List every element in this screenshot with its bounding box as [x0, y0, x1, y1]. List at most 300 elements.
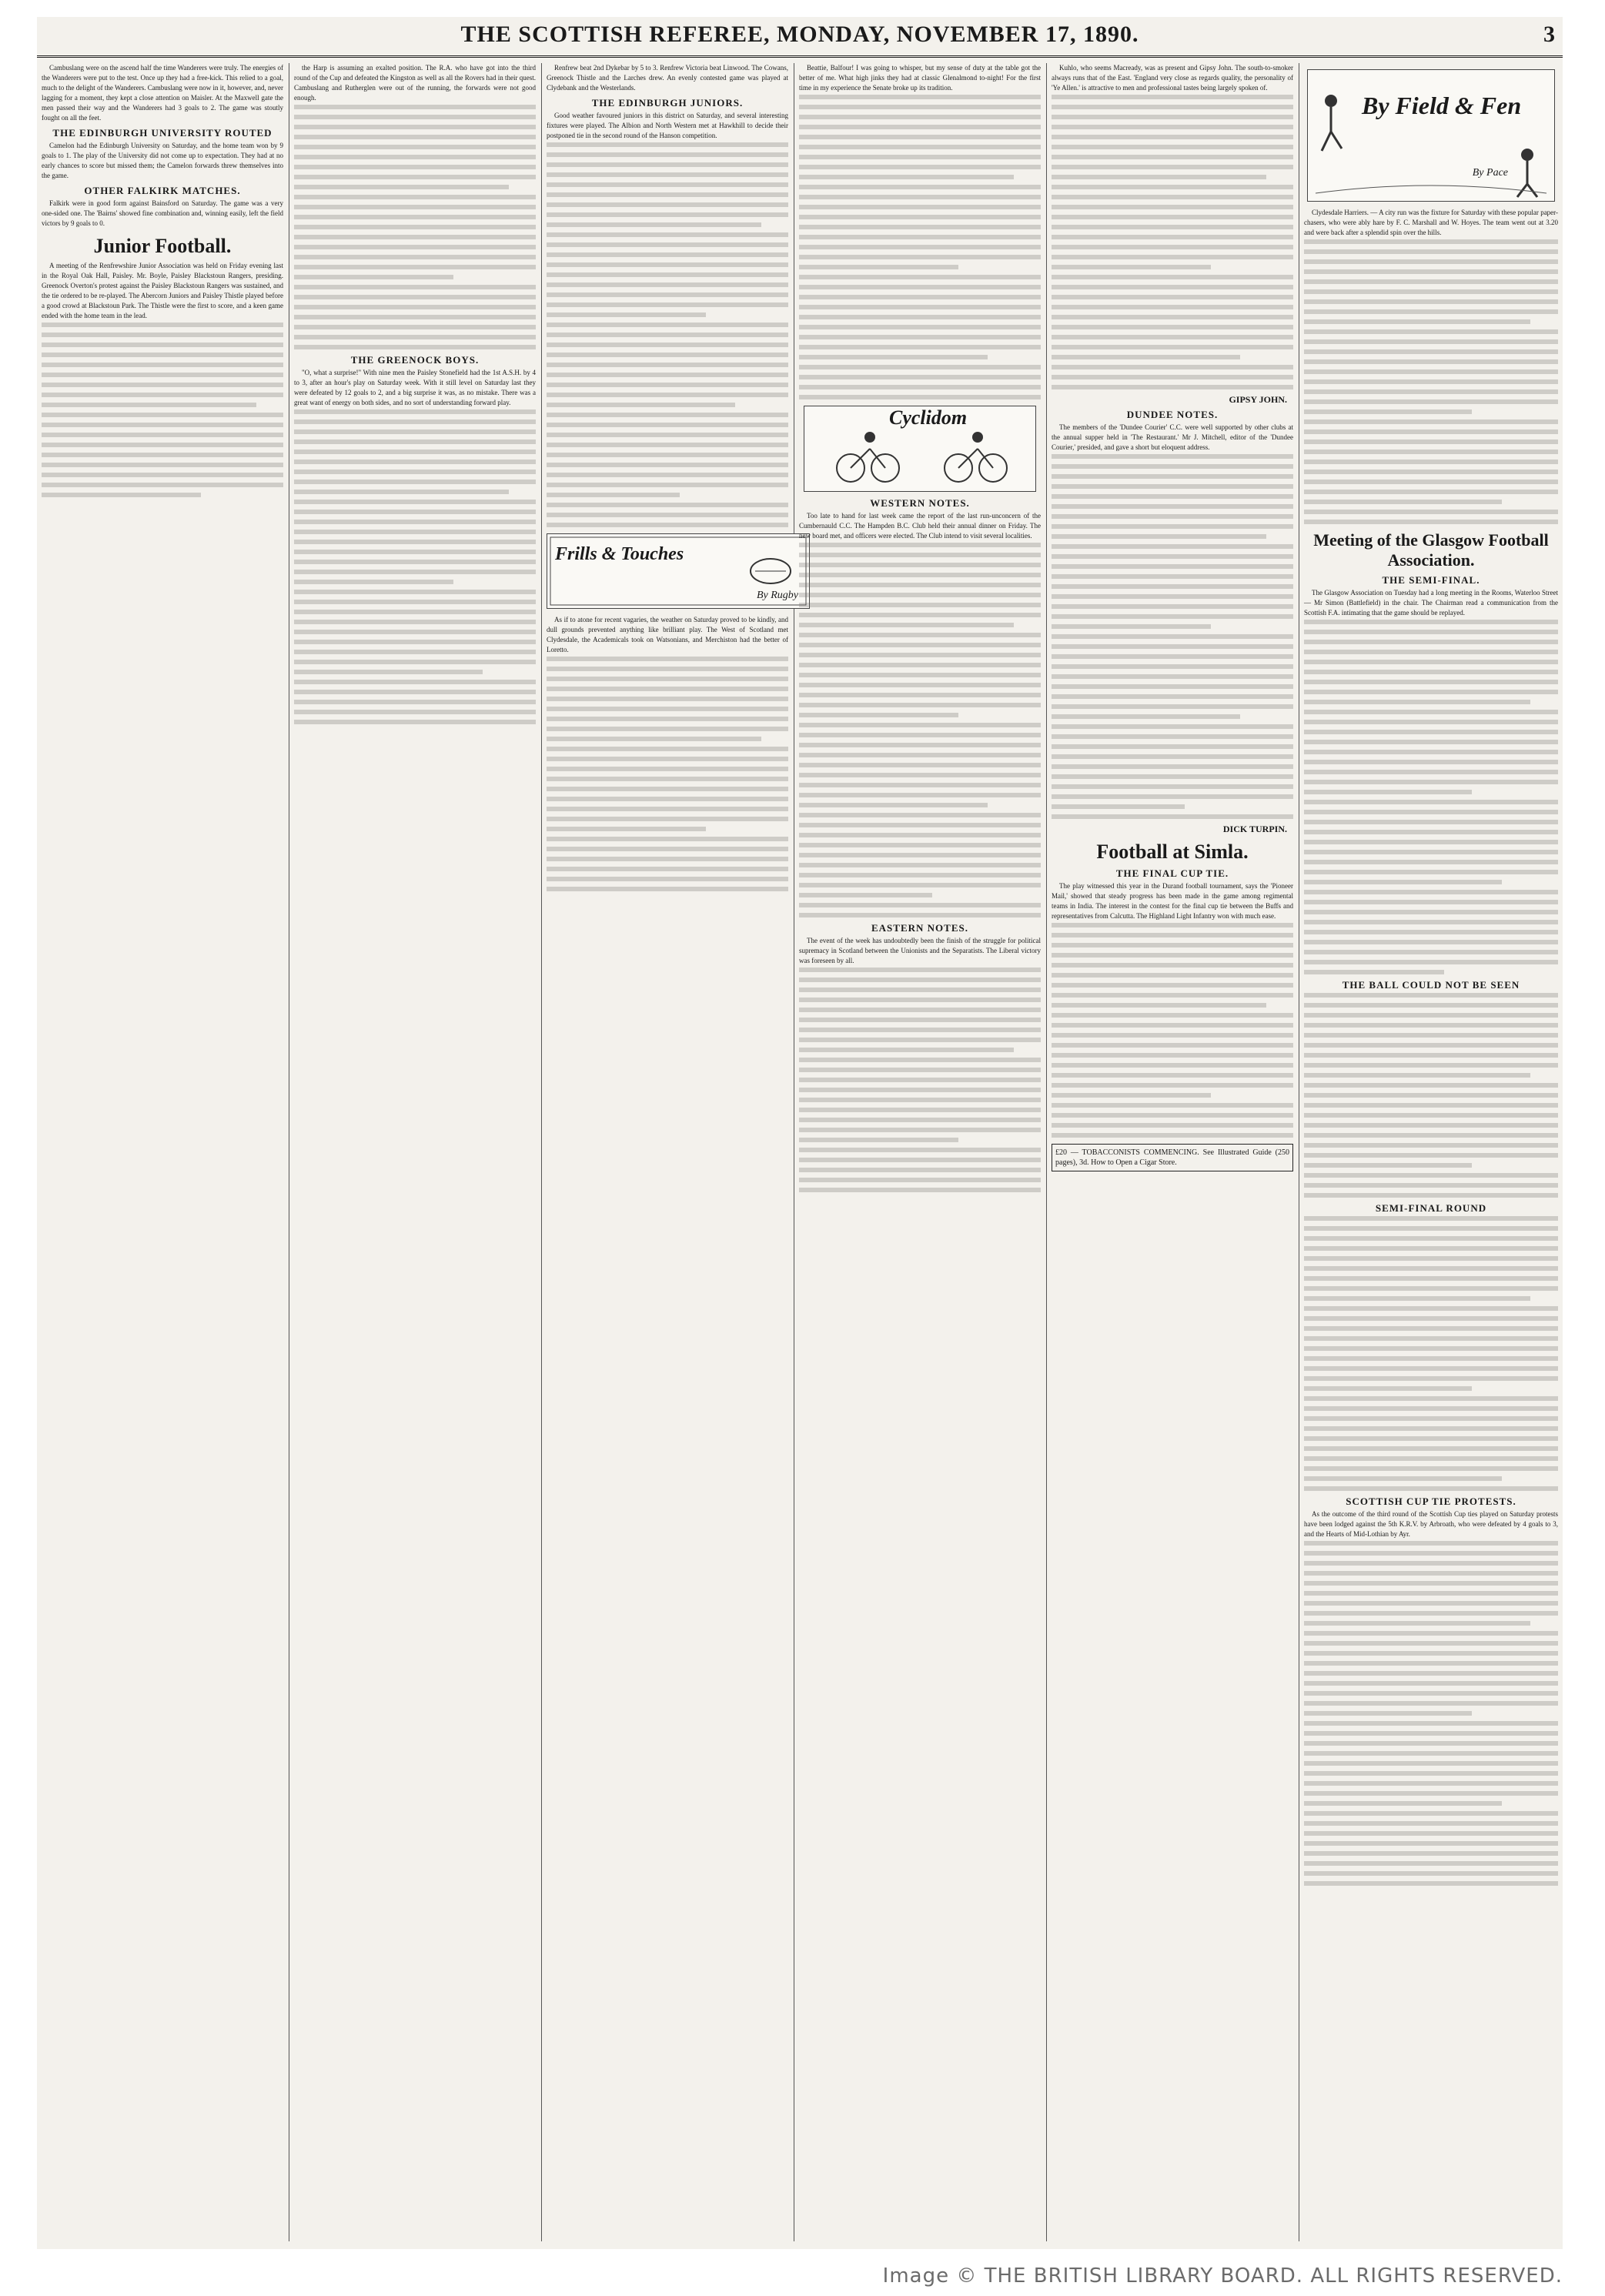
- text-line: [1052, 534, 1266, 539]
- article-text: Falkirk were in good form against Bainsford on Saturday. The game was a very one-sided one. The 'Bairns' showed fine combination and, winning easily, left the field victors by 9 goals to 0.: [42, 199, 283, 227]
- text-line: [1052, 1123, 1293, 1128]
- text-line: [42, 423, 283, 427]
- text-line: [1052, 95, 1293, 99]
- text-line: [1304, 1841, 1558, 1846]
- text-line: [1304, 1346, 1558, 1351]
- text-line: [1304, 630, 1558, 634]
- text-line: [799, 155, 1041, 159]
- text-line: [42, 463, 283, 467]
- text-line: [799, 1188, 1041, 1192]
- text-line: [1304, 1426, 1558, 1431]
- text-line: [42, 453, 283, 457]
- text-line: [547, 162, 788, 167]
- text-line: [547, 272, 788, 277]
- text-line: [42, 403, 256, 407]
- text-line: [1304, 1236, 1558, 1241]
- text-line: [294, 640, 536, 644]
- text-line: [799, 135, 1041, 139]
- by-field-and-fen-byline: By Pace: [1472, 167, 1508, 179]
- text-line: [1304, 1436, 1558, 1441]
- junior-football-heading: Junior Football.: [93, 235, 232, 257]
- text-line: [1304, 259, 1558, 264]
- text-line: [547, 282, 788, 287]
- text-line: [1052, 744, 1293, 749]
- text-line: [1304, 1881, 1558, 1886]
- text-line: [547, 333, 788, 337]
- text-line: [42, 493, 201, 497]
- text-line: [1052, 1073, 1293, 1078]
- text-line: [547, 262, 788, 267]
- text-line: [547, 292, 788, 297]
- text-line: [294, 195, 536, 199]
- article-text: "O, what a surprise!" With nine men the Paisley Stonefield had the 1st A.S.H. by 4 to 3, after an hour's play on Saturday week. With it still level on Saturday last they were defeated by 12 goals to 2, and a big surprise it was, as no mistake. There was a great want of energy on both sides, and no sort of understanding forward play.: [294, 369, 536, 406]
- text-line: [1052, 973, 1293, 978]
- text-line: [1052, 923, 1293, 927]
- column-rule: [1046, 63, 1047, 2241]
- text-line: [294, 690, 536, 694]
- text-line: [294, 620, 536, 624]
- text-line: [1304, 1651, 1558, 1656]
- text-line: [547, 182, 788, 187]
- text-line: [1052, 963, 1293, 968]
- section-subhead: THE EDINBURGH UNIVERSITY ROUTED: [52, 127, 273, 139]
- text-line: [1304, 830, 1558, 834]
- text-line: [547, 252, 788, 257]
- text-line: [1052, 195, 1293, 199]
- text-line: [1052, 464, 1293, 469]
- text-line: [1304, 1073, 1530, 1078]
- text-line: [1304, 1336, 1558, 1341]
- text-line: [294, 560, 536, 564]
- text-line: [1052, 953, 1293, 958]
- text-line: [1304, 439, 1558, 444]
- text-line: [1304, 289, 1558, 294]
- text-line: [1304, 780, 1558, 784]
- text-line: [1304, 910, 1558, 914]
- text-line: [799, 1078, 1041, 1082]
- text-line: [799, 375, 1041, 379]
- text-line: [294, 335, 536, 339]
- text-line: [1304, 389, 1558, 394]
- body-text-block: [1304, 620, 1558, 974]
- text-line: [1304, 690, 1558, 694]
- text-line: [1304, 810, 1558, 814]
- text-line: [1052, 684, 1293, 689]
- text-line: [799, 325, 1041, 329]
- text-line: [799, 998, 1041, 1002]
- text-line: [1304, 993, 1558, 998]
- text-line: [547, 232, 788, 237]
- text-line: [547, 493, 680, 497]
- text-line: [42, 343, 283, 347]
- by-field-and-fen-title: By Field & Fen: [1362, 92, 1522, 119]
- text-line: [294, 710, 536, 714]
- text-line: [1052, 614, 1293, 619]
- section-subhead: THE SEMI-FINAL.: [1382, 574, 1480, 586]
- text-line: [1052, 275, 1293, 279]
- text-line: [1304, 1821, 1558, 1826]
- text-line: [294, 480, 536, 484]
- text-line: [547, 393, 788, 397]
- text-line: [1304, 349, 1558, 354]
- text-line: [294, 205, 536, 209]
- text-line: [799, 165, 1041, 169]
- text-line: [1304, 760, 1558, 764]
- text-line: [1052, 1093, 1211, 1098]
- text-line: [1052, 1013, 1293, 1018]
- text-line: [799, 305, 1041, 309]
- text-line: [799, 95, 1041, 99]
- text-line: [1304, 1366, 1558, 1371]
- text-line: [547, 657, 788, 661]
- text-line: [1052, 175, 1266, 179]
- text-line: [1052, 734, 1293, 739]
- text-line: [547, 453, 788, 457]
- text-line: [799, 295, 1041, 299]
- section-subhead: THE BALL COULD NOT BE SEEN: [1342, 979, 1520, 991]
- text-line: [294, 510, 536, 514]
- text-line: [294, 470, 536, 474]
- text-line: [1304, 1681, 1558, 1686]
- text-line: [1304, 880, 1502, 884]
- text-line: [1304, 329, 1558, 334]
- text-line: [1052, 1083, 1293, 1088]
- text-line: [1052, 524, 1293, 529]
- text-line: [799, 145, 1041, 149]
- text-line: [799, 653, 1041, 657]
- text-line: [799, 988, 1041, 992]
- text-line: [42, 443, 283, 447]
- text-line: [799, 583, 1041, 587]
- column-rule: [541, 63, 542, 2241]
- text-line: [1052, 135, 1293, 139]
- body-text-block: [1052, 454, 1293, 819]
- text-line: [799, 1088, 1041, 1092]
- article-text: The play witnessed this year in the Durand football tournament, says the 'Pioneer Mail,' showed that steady progress has been made in the game among regimental teams in India. The interest in the contest for the final cup tie between the Buffs and representatives from Calcutta. The Highland Light Infantry won with much ease.: [1052, 882, 1293, 920]
- text-line: [1052, 504, 1293, 509]
- text-line: [294, 115, 536, 119]
- text-line: [1304, 1621, 1530, 1626]
- text-line: [1052, 494, 1293, 499]
- text-line: [799, 1118, 1041, 1122]
- text-line: [1304, 409, 1472, 414]
- text-line: [42, 393, 283, 397]
- text-line: [799, 1098, 1041, 1102]
- text-line: [42, 323, 283, 327]
- text-line: [1052, 814, 1293, 819]
- body-text-block: [547, 142, 788, 527]
- text-line: [42, 383, 283, 387]
- text-line: [1304, 1571, 1558, 1576]
- text-line: [1304, 1023, 1558, 1028]
- text-line: [799, 1068, 1041, 1072]
- section-subhead: THE EDINBURGH JUNIORS.: [591, 97, 744, 109]
- text-line: [294, 105, 536, 109]
- text-line: [799, 125, 1041, 129]
- text-line: [1304, 1721, 1558, 1726]
- text-line: [1304, 319, 1530, 324]
- rugby-column-illustration: [547, 533, 810, 609]
- cyclidom-title: Cyclidom: [889, 406, 968, 429]
- text-line: [1052, 295, 1293, 299]
- text-line: [799, 275, 1041, 279]
- text-line: [547, 202, 788, 207]
- text-line: [1304, 1286, 1558, 1291]
- text-line: [1304, 269, 1558, 274]
- column-6: [1304, 63, 1558, 2241]
- text-line: [547, 837, 788, 841]
- text-line: [799, 643, 1041, 647]
- text-line: [1052, 704, 1293, 709]
- text-line: [42, 333, 283, 337]
- text-line: [547, 483, 788, 487]
- text-line: [1052, 724, 1293, 729]
- text-line: [1052, 355, 1240, 359]
- byline: GIPSY JOHN.: [1229, 394, 1287, 405]
- text-line: [1304, 640, 1558, 644]
- text-line: [799, 753, 1041, 757]
- text-line: [799, 773, 1041, 777]
- text-line: [799, 1108, 1041, 1112]
- text-line: [1052, 115, 1293, 119]
- text-line: [1052, 235, 1293, 239]
- rugby-illustration-byline: By Rugby: [756, 590, 798, 601]
- text-line: [799, 733, 1041, 737]
- text-line: [294, 429, 536, 434]
- column-3: [547, 63, 798, 2241]
- article-text: The event of the week has undoubtedly been the finish of the struggle for political supremacy in Scotland between the Unionists and the Separatists. The Liberal victory was foreseen by all.: [799, 937, 1041, 964]
- column-5: [1052, 63, 1293, 2241]
- text-line: [294, 550, 536, 554]
- text-line: [42, 413, 283, 417]
- text-line: [547, 152, 788, 157]
- text-line: [799, 793, 1041, 797]
- text-line: [1304, 850, 1558, 854]
- text-line: [547, 727, 788, 731]
- text-line: [294, 345, 536, 349]
- text-line: [1052, 933, 1293, 937]
- text-line: [799, 1028, 1041, 1032]
- text-line: [799, 633, 1041, 637]
- body-text-block: [1052, 923, 1293, 1138]
- text-line: [294, 720, 536, 724]
- text-line: [294, 630, 536, 634]
- text-line: [294, 305, 536, 309]
- article-text: A meeting of the Renfrewshire Junior Association was held on Friday evening last in the Royal Oak Hall, Paisley. Mr. Boyle, Paisley Blackstoun Rangers, presiding. Greenock Overton's protest against the Paisley Blackstoun Rangers was sustained, and the tie ordered to be re-played. The Abercorn Juniors and Paisley Thistle played before a good crowd at Blackstoun Park. The Thistle were the first to score, and a keen game ended with the home team in the lead.: [42, 262, 283, 319]
- text-line: [1304, 1781, 1558, 1786]
- section-subhead: DUNDEE NOTES.: [1126, 409, 1219, 420]
- text-line: [1304, 429, 1558, 434]
- text-line: [1052, 754, 1293, 759]
- text-line: [42, 363, 283, 367]
- text-line: [799, 883, 1041, 887]
- text-line: [1304, 1446, 1558, 1451]
- text-line: [799, 265, 958, 269]
- text-line: [799, 365, 1041, 369]
- text-line: [1052, 654, 1293, 659]
- text-line: [294, 450, 536, 454]
- text-line: [547, 787, 788, 791]
- text-line: [799, 1148, 1041, 1152]
- text-line: [294, 460, 536, 464]
- text-line: [1304, 1551, 1558, 1556]
- text-line: [1052, 105, 1293, 109]
- text-line: [547, 373, 788, 377]
- text-line: [1304, 650, 1558, 654]
- text-line: [1304, 1406, 1558, 1411]
- body-text-block: [1304, 1216, 1558, 1491]
- text-line: [547, 433, 788, 437]
- text-line: [1052, 1003, 1266, 1008]
- text-line: [799, 893, 932, 897]
- text-line: [1304, 520, 1558, 524]
- text-line: [547, 677, 788, 681]
- text-line: [547, 503, 788, 507]
- text-line: [799, 813, 1041, 817]
- text-line: [547, 413, 788, 417]
- text-line: [799, 913, 1041, 917]
- text-line: [1304, 1591, 1558, 1596]
- article-text: Good weather favoured juniors in this district on Saturday, and several interesting fixtures were played. The Albion and North Western met at Hawkhill to decide their postponed tie in the second round of the Hanson competition.: [547, 112, 788, 139]
- text-line: [1052, 145, 1293, 149]
- text-line: [1304, 710, 1558, 714]
- text-line: [799, 843, 1041, 847]
- text-line: [294, 650, 536, 654]
- text-line: [799, 285, 1041, 289]
- text-line: [547, 697, 788, 701]
- text-line: [799, 195, 1041, 199]
- text-line: [547, 323, 788, 327]
- text-line: [294, 419, 536, 424]
- section-subhead: SCOTTISH CUP TIE PROTESTS.: [1346, 1496, 1516, 1507]
- text-line: [294, 660, 536, 664]
- text-line: [1052, 1113, 1293, 1118]
- text-line: [1304, 1831, 1558, 1836]
- text-line: [799, 803, 988, 807]
- column-2: [294, 63, 536, 2241]
- text-line: [1304, 419, 1558, 424]
- text-line: [547, 717, 788, 721]
- text-line: [1304, 1741, 1558, 1746]
- text-line: [1052, 185, 1293, 189]
- article-text: Beattie, Balfour! I was going to whisper, but my sense of duty at the table got the better of me. What high jinks they had at classic Glenalmond to-night! For the first time in my experience the Senate broke up its tradition.: [799, 64, 1041, 92]
- text-line: [799, 185, 1041, 189]
- text-line: [799, 593, 1041, 597]
- tobacconists-advertisement: £20 — TOBACCONISTS COMMENCING. See Illustrated Guide (250 pages), 3d. How to Open a Cigar Store.: [1052, 1144, 1293, 1171]
- text-line: [1052, 1063, 1293, 1068]
- text-line: [799, 763, 1041, 767]
- text-line: [1052, 474, 1293, 479]
- body-text-block: [547, 657, 788, 891]
- text-line: [1304, 900, 1558, 904]
- text-line: [547, 687, 788, 691]
- text-line: [294, 265, 536, 269]
- text-line: [799, 603, 1041, 607]
- section-subhead: SEMI-FINAL ROUND: [1375, 1202, 1487, 1214]
- text-line: [799, 1018, 1041, 1022]
- column-1: [42, 63, 283, 2241]
- text-line: [799, 673, 1041, 677]
- text-line: [799, 1048, 1014, 1052]
- text-line: [1304, 399, 1558, 404]
- text-line: [1304, 1306, 1558, 1311]
- text-line: [1304, 1083, 1558, 1088]
- text-line: [42, 373, 283, 377]
- text-line: [547, 343, 788, 347]
- text-line: [1052, 255, 1293, 259]
- text-line: [799, 873, 1041, 877]
- text-line: [1304, 510, 1558, 514]
- text-line: [294, 570, 536, 574]
- text-line: [294, 610, 536, 614]
- text-line: [1304, 800, 1558, 804]
- text-line: [1304, 940, 1558, 944]
- text-line: [799, 553, 1041, 557]
- text-line: [294, 185, 509, 189]
- text-line: [1052, 624, 1211, 629]
- text-line: [547, 887, 788, 891]
- text-line: [1304, 680, 1558, 684]
- text-line: [1304, 870, 1558, 874]
- text-line: [799, 355, 988, 359]
- text-line: [1304, 1871, 1558, 1876]
- text-line: [1304, 970, 1444, 974]
- text-line: [1304, 1266, 1558, 1271]
- text-line: [1304, 1861, 1558, 1866]
- text-line: [799, 245, 1041, 249]
- text-line: [1304, 820, 1558, 824]
- text-line: [547, 857, 788, 861]
- text-line: [1052, 1033, 1293, 1038]
- text-line: [42, 433, 283, 437]
- text-line: [1304, 1133, 1558, 1138]
- text-line: [1304, 1013, 1558, 1018]
- byline: DICK TURPIN.: [1222, 824, 1287, 834]
- text-line: [547, 302, 788, 307]
- text-line: [1304, 1691, 1558, 1696]
- article-text: Clydesdale Harriers. — A city run was the fixture for Saturday with these popular paper-chasers, who were ably hare by F. C. Marshall and W. Hoyes. The team went out at 3.20 and were back after a splendid spin over the hills.: [1304, 209, 1558, 236]
- text-line: [799, 1168, 1041, 1172]
- article-text: Camelon had the Edinburgh University on Saturday, and the home team won by 9 goals to 1. The play of the University did not come up to expectation. They had at no early chances to score but missed them; the Camelon forwards threw themselves into the game.: [42, 142, 283, 179]
- text-line: [294, 490, 509, 494]
- article-text: Too late to hand for last week came the report of the last run-unconcern of the Cumbernauld C.C. The Hampden B.C. Club held their annual dinner on Friday. The new board met, and officers were elected. The Club intend to visit several localities.: [799, 512, 1041, 540]
- text-line: [294, 215, 536, 219]
- text-line: [294, 700, 536, 704]
- text-line: [547, 707, 788, 711]
- text-line: [1304, 1851, 1558, 1856]
- newspaper-page: [37, 17, 1563, 2249]
- text-line: [799, 1058, 1041, 1062]
- text-line: [1304, 1631, 1558, 1636]
- text-line: [1304, 1811, 1558, 1816]
- text-line: [547, 817, 788, 821]
- text-line: [1304, 840, 1558, 844]
- text-line: [1304, 279, 1558, 284]
- text-line: [1304, 1396, 1558, 1401]
- text-line: [1052, 594, 1293, 599]
- text-line: [1304, 309, 1558, 314]
- text-line: [1052, 784, 1293, 789]
- text-line: [1304, 890, 1558, 894]
- text-line: [1052, 664, 1293, 669]
- by-field-and-fen-illustration: [1307, 69, 1555, 202]
- text-line: [547, 403, 735, 407]
- text-line: [547, 312, 706, 317]
- text-line: [1052, 305, 1293, 309]
- text-line: [1304, 1153, 1558, 1158]
- text-line: [1052, 514, 1293, 519]
- text-line: [799, 1178, 1041, 1182]
